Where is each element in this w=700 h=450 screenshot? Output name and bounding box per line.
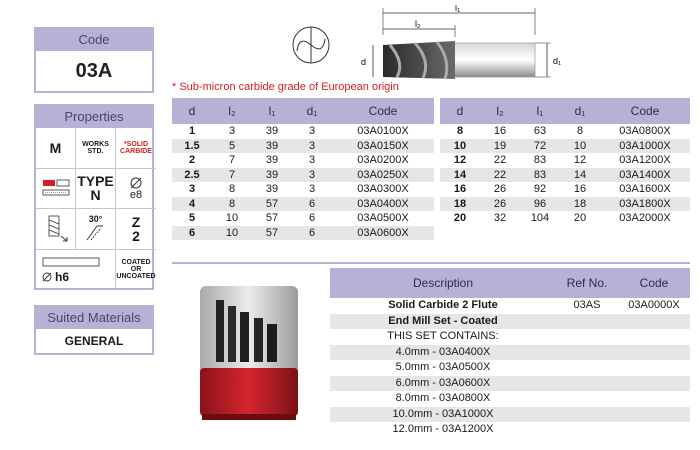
table-row [330,298,690,314]
works-std-line1: WORKS [82,140,109,148]
type-label: TYPE [77,173,114,190]
cell-code: 03A0100X [357,125,409,137]
spec-table-right [440,98,690,226]
cell-l1: 39 [252,139,292,154]
cell-d1: 3 [308,125,316,137]
l1-label: l₁ [455,5,461,13]
cell-l2: 10 [225,212,239,224]
cell-l2: 8 [212,197,252,212]
cell-d1: 16 [573,183,587,195]
type-n [76,169,116,210]
cell-l1: 39 [252,168,292,183]
cell-l2: 22 [493,154,507,166]
cell-code: 03A1600X [619,183,671,195]
col-ref-no: Ref No. [556,268,618,298]
col-l1: l₁ [520,98,560,124]
code-value: 03A [75,60,113,82]
cell-code: 03A2000X [619,212,671,224]
cell-d: 1 [188,125,196,137]
table-header-row [440,98,690,124]
cell-l1: 39 [265,125,279,137]
cell-l2: 10 [212,226,252,241]
col-d1: d₁ [560,98,600,124]
cell-d1: 6 [292,197,332,212]
cell-d1: 3 [292,168,332,183]
cell-code: 03A1200X [619,154,671,166]
cell-code: 03A0500X [357,212,409,224]
cell-l2: 8 [228,183,236,195]
cell-code: 03A1400X [600,168,690,183]
l2-label: l₂ [415,19,421,29]
cell-d: 8 [456,125,464,137]
table-row [172,226,434,241]
shank [450,43,535,77]
cell-l2: 22 [480,168,520,183]
cell-d1: 3 [292,139,332,154]
col-l2: l₂ [212,98,252,124]
table-row [330,329,690,345]
flutes [116,209,156,250]
end-mill-set-photo [172,268,330,440]
helix-cut-icon [36,209,76,250]
cell-l1: 104 [530,212,550,224]
suited-materials-value: GENERAL [64,334,124,348]
table-row [172,139,434,154]
carbide-note: * Sub-micron carbide grade of European origin [172,81,399,93]
helix-angle-value: 30° [88,214,103,225]
col-code: Code [332,98,434,124]
spec-table-right-body [440,124,690,226]
helix-angle-icon [83,224,109,242]
col-l1: l₁ [252,98,292,124]
cell-l1: 63 [533,125,547,137]
col-description: Description [330,268,556,298]
table-row [440,211,690,226]
cell-l2: 26 [493,183,507,195]
coating-line1: COATED [121,259,151,267]
cell-d1: 6 [292,226,332,241]
cell-code: 03A0600X [332,226,434,241]
table-row [330,360,690,376]
cell-l2: 26 [480,197,520,212]
cell-l1: 92 [533,183,547,195]
coating [116,250,156,291]
table-header-row [330,268,690,298]
table-row [330,422,690,438]
cell-code: 03A0200X [357,154,409,166]
cell-code: 03A0300X [357,183,409,195]
cell-d: 6 [172,226,212,241]
solid-carbide-line2: CARBIDE [120,147,152,155]
cell-d: 1.5 [172,139,212,154]
coating-line2: OR [130,266,142,274]
cell-d: 4 [172,197,212,212]
cell-d: 10 [440,139,480,154]
cell-l1: 83 [533,154,547,166]
cell-code: 03A1000X [600,139,690,154]
col-set-code: Code [618,268,690,298]
cell-l1: 39 [265,154,279,166]
code-panel [34,27,154,93]
material-letter: M [36,128,76,169]
col-d: d [440,98,480,124]
cell-d1: 3 [308,183,316,195]
set-item: 4.0mm - 03A0400X [330,345,556,361]
section-divider [172,262,690,264]
table-row [172,211,434,226]
flutes-value: 2 [132,227,140,244]
cell-code: 03A0150X [332,139,434,154]
table-row [172,168,434,183]
set-title-line1: Solid Carbide 2 Flute [388,299,498,311]
set-item: 12.0mm - 03A1200X [392,423,494,435]
cell-d: 12 [453,154,467,166]
cell-l1: 96 [520,197,560,212]
set-item: 6.0mm - 03A0600X [330,376,556,392]
helix-angle [76,209,116,250]
cell-l1: 39 [265,183,279,195]
table-header-row [172,98,434,124]
col-code: Code [600,98,690,124]
d1-label: d₁ [553,56,562,66]
cell-d1: 14 [560,168,600,183]
spec-table-left-body [172,124,434,240]
cell-l1: 72 [520,139,560,154]
end-view-icon [293,27,329,63]
cell-l1: 57 [252,197,292,212]
tolerance-bar-icon [36,169,76,210]
cell-d: 3 [188,183,196,195]
cell-d1: 18 [560,197,600,212]
set-code: 03A0000X [628,299,680,311]
set-table [330,268,690,438]
cell-l1: 57 [252,226,292,241]
shank-tolerance [36,250,116,291]
cell-d: 2.5 [172,168,212,183]
solid-carbide-line1: *SOLID [123,140,149,148]
end-mill-drawing [285,5,585,85]
cell-d: 18 [440,197,480,212]
properties-panel [34,104,154,290]
cell-code: 03A0800X [619,125,671,137]
shank-icon [42,256,102,268]
table-row [172,182,434,197]
code-panel-header: Code [36,29,152,51]
works-std [76,128,116,169]
cell-l2: 3 [228,125,236,137]
set-contains-label: THIS SET CONTAINS: [387,330,499,342]
cell-d: 5 [188,212,196,224]
set-item: 5.0mm - 03A0500X [395,361,491,373]
table-row [330,391,690,407]
diameter-icon [42,272,52,282]
cell-l1: 83 [520,168,560,183]
cell-l2: 7 [228,154,236,166]
cell-l2: 5 [212,139,252,154]
col-d: d [172,98,212,124]
table-row [440,153,690,168]
table-row [330,376,690,392]
cell-l1: 57 [265,212,279,224]
suited-materials-header: Suited Materials [36,307,152,329]
table-row [440,139,690,154]
cell-d1: 10 [560,139,600,154]
cell-d1: 20 [573,212,587,224]
type-value: N [90,187,101,204]
table-row [440,197,690,212]
shank-tolerance-value: h6 [55,270,70,285]
d-label: d [361,57,367,67]
coating-line3: UNCOATED [116,273,156,281]
tolerance-d-value: e8 [129,188,143,201]
cell-d1: 6 [308,212,316,224]
set-item: 10.0mm - 03A1000X [330,407,556,423]
set-ref-no: 03AS [573,299,601,311]
table-row [440,124,690,139]
spec-table-left [172,98,434,240]
cell-l2: 32 [493,212,507,224]
cell-l2: 19 [480,139,520,154]
table-row [330,345,690,361]
table-row [172,153,434,168]
set-title-line2: End Mill Set - Coated [330,314,556,330]
cell-code: 03A1800X [600,197,690,212]
table-row [440,182,690,197]
flutes-label: Z [131,213,141,230]
properties-grid [36,128,156,290]
cell-code: 03A0250X [332,168,434,183]
tolerance-d [116,169,156,210]
works-std-line2: STD. [87,147,104,155]
suited-materials-panel [34,305,154,355]
properties-header: Properties [36,106,152,128]
cell-d: 2 [188,154,196,166]
cell-d1: 12 [573,154,587,166]
table-row [330,407,690,423]
table-row [330,314,690,330]
cell-d: 16 [453,183,467,195]
table-row [172,124,434,139]
solid-carbide [116,128,156,169]
diameter-icon [129,176,143,190]
col-d1: d₁ [292,98,332,124]
table-row [172,197,434,212]
cell-l2: 7 [212,168,252,183]
set-item: 8.0mm - 03A0800X [395,392,491,404]
cell-code: 03A0400X [332,197,434,212]
cell-d: 20 [453,212,467,224]
table-row [440,168,690,183]
cell-l2: 16 [493,125,507,137]
col-l2: l₂ [480,98,520,124]
cell-d1: 8 [576,125,584,137]
cell-d: 14 [440,168,480,183]
cell-d1: 3 [308,154,316,166]
